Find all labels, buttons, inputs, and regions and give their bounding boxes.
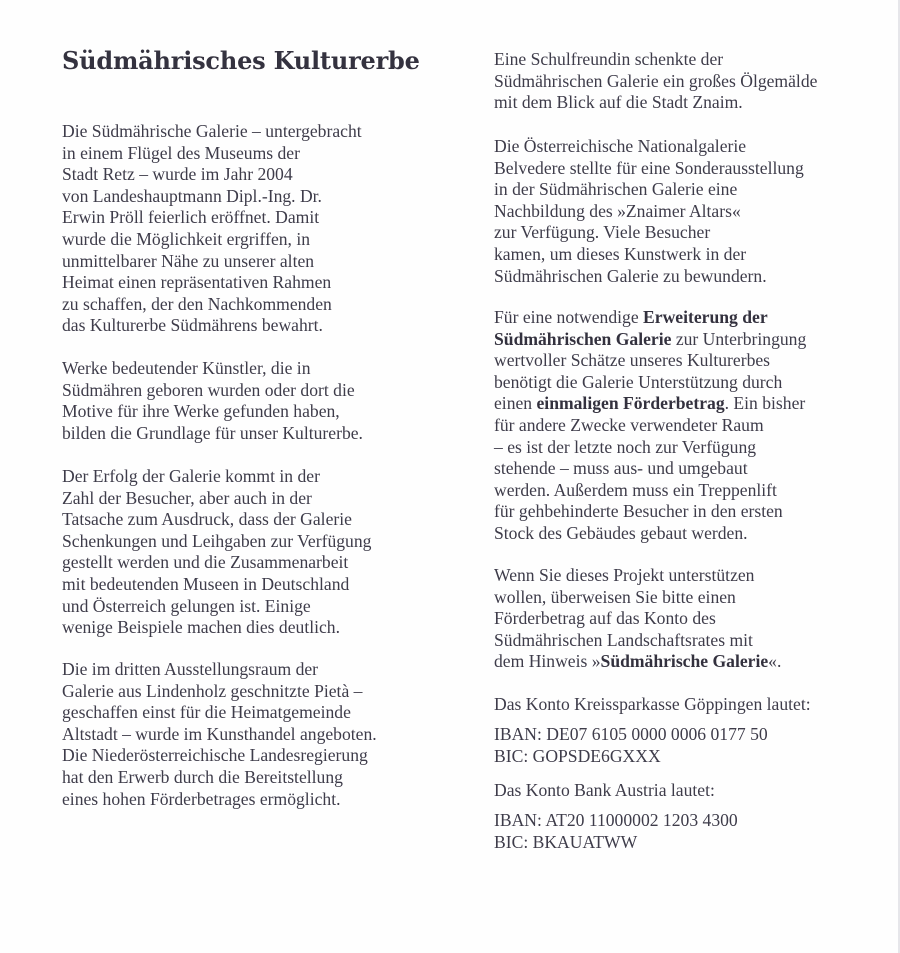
text-line: unmittelbarer Nähe zu unserer alten [62,250,315,271]
text-line: Südmähren geboren wurden oder dort die [62,379,355,400]
text-line: stehende – muss aus- und umgebaut [494,458,748,479]
page-title: Südmährisches Kulturerbe [62,46,420,75]
paragraph-support-request [494,565,781,673]
account-ksk-details [494,724,768,767]
text-line: Stadt Retz – wurde im Jahr 2004 [62,164,293,185]
text-line: Die im dritten Ausstellungsraum der [62,659,319,679]
text-line: in einem Flügel des Museums der [62,142,300,163]
paragraph-painting-gift [494,49,817,114]
text-line: in der Südmährischen Galerie eine [494,179,738,200]
text-line: Der Erfolg der Galerie kommt in der [62,466,320,486]
text-line: werden. Außerdem muss ein Treppenlift [494,479,777,500]
text-line: Zahl der Besucher, aber auch in der [62,487,312,508]
text-line: Motive für ihre Werke gefunden haben, [62,401,340,422]
text-line: mit dem Blick auf die Stadt Znaim. [494,92,743,113]
text-line: Tatsache zum Ausdruck, dass der Galerie [62,509,352,530]
text-line: für gehbehinderte Besucher in den ersten [494,501,783,522]
text-line: Die Südmährische Galerie – untergebracht [62,121,362,141]
text-line: geschaffen einst für die Heimatgemeinde [62,702,351,723]
text-line: mit bedeutenden Museen in Deutschland [62,573,350,594]
text-line: Galerie aus Lindenholz geschnitzte Pietà – [62,680,363,701]
text-line: Förderbetrag auf das Konto des [494,608,716,629]
text-line: Wenn Sie dieses Projekt unterstützen [494,565,755,585]
account-bank-austria-label: Das Konto Bank Austria lautet: [494,780,715,800]
text-line: dem Hinweis »Südmährische Galerie«. [494,651,782,672]
text-line: Die Österreichische Nationalgalerie [494,136,747,156]
text-line: Stock des Gebäudes gebaut werden. [494,522,748,543]
text-line: Altstadt – wurde im Kunsthandel angeboten. [62,723,377,744]
iban-bank-austria: IBAN: AT20 11000002 1203 4300 [494,810,738,830]
paragraph-belvedere [494,136,804,287]
text-line: Südmährischen Galerie ein großes Ölgemälde [494,70,818,91]
text-line: wollen, überweisen Sie bitte einen [494,586,736,607]
text-line: Südmährischen Galerie zu bewundern. [494,265,767,286]
text-line: Schenkungen und Leihgaben zur Verfügung [62,530,372,551]
paragraph-gallery-opening [62,121,362,337]
paragraph-expansion [494,307,806,545]
text-line: Südmährischen Landschaftsrates mit [494,629,753,650]
bic-ksk: BIC: GOPSDE6GXXX [494,745,661,766]
text-line: wertvoller Schätze unseres Kulturerbes [494,350,771,371]
text-line: einen einmaligen Förderbetrag. Ein bisher [494,393,806,414]
text-line: Für eine notwendige Erweiterung der [494,307,768,327]
text-line: Südmährischen Galerie zur Unterbringung [494,328,807,349]
bold-text: Südmährischen Galerie [494,328,672,349]
text-line: Nachbildung des »Znaimer Altars« [494,200,741,221]
bold-text: Erweiterung der [643,307,768,327]
text-line: Die Niederösterreichische Landesregierung [62,745,368,766]
text-line: wurde die Möglichkeit ergriffen, in [62,228,311,249]
text-line: zur Verfügung. Viele Besucher [494,222,711,243]
text-line: das Kulturerbe Südmährens bewahrt. [62,315,323,336]
paragraph-artists [62,358,363,444]
text-line: hat den Erwerb durch die Bereitstellung [62,766,343,787]
paragraph-success [62,466,371,639]
text-line: Heimat einen repräsentativen Rahmen [62,272,332,293]
text-line: Erwin Pröll feierlich eröffnet. Damit [62,207,320,228]
bic-bank-austria: BIC: BKAUATWW [494,831,638,852]
text-line: und Österreich gelungen ist. Einige [62,595,311,616]
text-line: Werke bedeutender Künstler, die in [62,358,311,378]
text-line: Belvedere stellte für eine Sonderausstellung [494,157,804,178]
text-line: zu schaffen, der den Nachkommenden [62,293,332,314]
account-ksk-label: Das Konto Kreissparkasse Göppingen lautet: [494,694,811,714]
bold-text: Südmährische Galerie [600,651,769,672]
text-line: für andere Zwecke verwendeter Raum [494,414,764,435]
iban-ksk: IBAN: DE07 6105 0000 0006 0177 50 [494,724,768,744]
paragraph-pieta [62,659,377,810]
text-line: benötigt die Galerie Unterstützung durch [494,371,783,392]
text-line: kamen, um dieses Kunstwerk in der [494,243,747,264]
account-bank-austria-details [494,810,738,853]
text-line: Eine Schulfreundin schenkte der [494,49,724,69]
text-line: wenige Beispiele machen dies deutlich. [62,617,340,638]
text-line: – es ist der letzte noch zur Verfügung [494,436,757,457]
text-line: bilden die Grundlage für unser Kulturerbe. [62,422,363,443]
text-line: eines hohen Förderbetrages ermöglicht. [62,788,341,809]
text-line: gestellt werden und die Zusammenarbeit [62,552,349,573]
bold-text: einmaligen Förderbetrag [536,393,725,414]
text-line: von Landeshauptmann Dipl.-Ing. Dr. [62,185,322,206]
